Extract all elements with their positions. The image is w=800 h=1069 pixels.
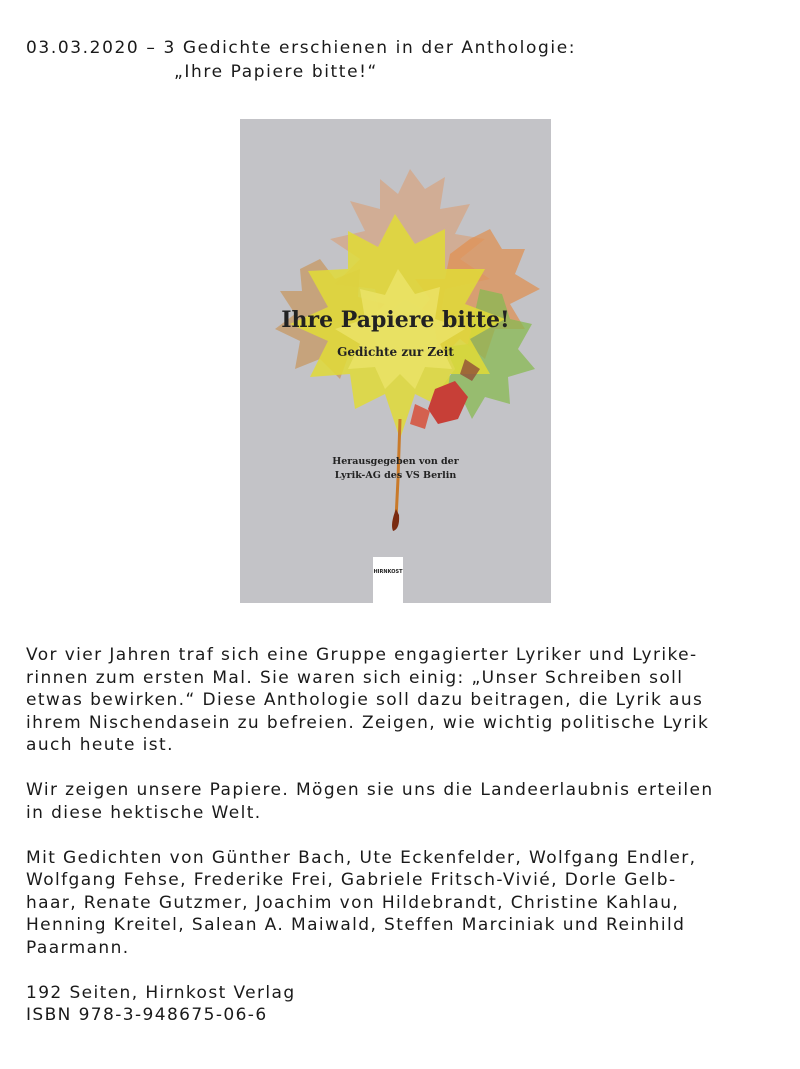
text-line: Henning Kreitel, Salean A. Maiwald, Steffen Marciniak und Reinhild [26, 915, 686, 935]
cover-editor-line-2: Lyrik-AG des VS Berlin [334, 470, 457, 481]
page-count-publisher: 192 Seiten, Hirnkost Verlag [26, 982, 296, 1003]
publication-details [26, 982, 786, 1027]
publisher-logo-box [373, 557, 403, 603]
text-line: in diese hektische Welt. [26, 802, 262, 823]
text-line: etwas bewirken.“ Diese Anthologie soll dazu beitragen, die Lyrik aus [26, 690, 704, 710]
text-line: Mit Gedichten von Günther Bach, Ute Eckenfelder, Wolfgang Endler, [26, 847, 697, 868]
text-line: rinnen zum ersten Mal. Sie waren sich einig: „Unser Schreiben soll [26, 667, 684, 688]
publisher-logo: HIRNKOST [373, 569, 403, 575]
text-line: Vor vier Jahren traf sich eine Gruppe engagierter Lyriker und Lyrike- [26, 645, 698, 665]
announcement-header [26, 36, 576, 84]
anthology-title-line: „Ihre Papiere bitte!“ [174, 62, 378, 82]
autumn-leaves-illustration [240, 119, 551, 603]
statement-paragraph [26, 779, 786, 824]
text-line: Wolfgang Fehse, Frederike Frei, Gabriele Fritsch-Vivié, Dorle Gelb- [26, 870, 677, 890]
cover-editor-credit [240, 455, 551, 483]
text-line: ihrem Nischendasein zu befreien. Zeigen, wie wichtig politische Lyrik [26, 712, 710, 733]
isbn: ISBN 978-3-948675-06-6 [26, 1005, 268, 1025]
text-line: haar, Renate Gutzmer, Joachim von Hildebrandt, Christine Kahlau, [26, 892, 680, 913]
text-line: Paarmann. [26, 937, 130, 958]
cover-editor-line-1: Herausgegeben von der [332, 456, 459, 467]
announcement-date-line: 03.03.2020 – 3 Gedichte erschienen in der Anthologie: [26, 38, 577, 58]
cover-subtitle: Gedichte zur Zeit [337, 345, 454, 359]
text-line: auch heute ist. [26, 735, 174, 755]
intro-paragraph [26, 644, 786, 757]
cover-title: Ihre Papiere bitte! [281, 307, 510, 333]
text-line: Wir zeigen unsere Papiere. Mögen sie uns die Landeerlaubnis erteilen [26, 780, 714, 800]
book-description [26, 644, 786, 1049]
contributors-paragraph [26, 847, 786, 960]
book-cover [240, 119, 551, 603]
